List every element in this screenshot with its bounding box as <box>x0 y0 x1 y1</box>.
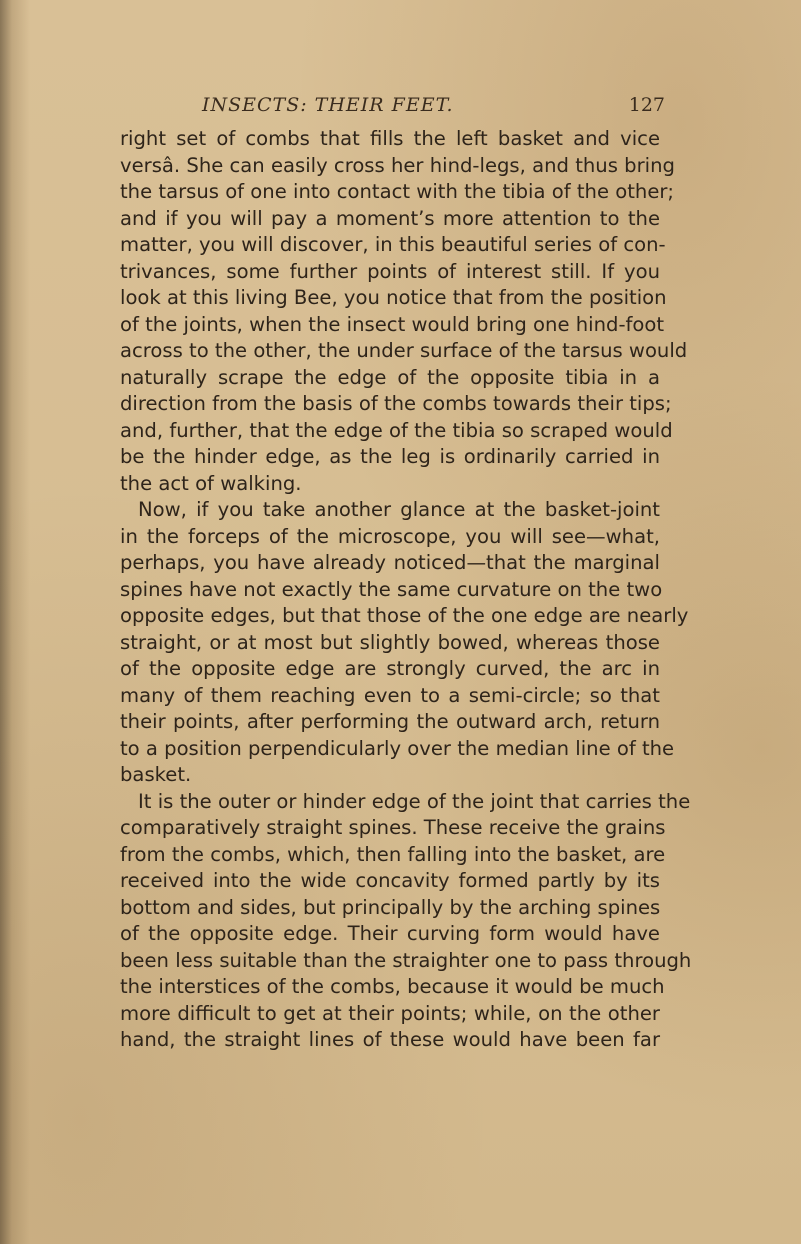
text-line: basket. <box>120 763 192 786</box>
text-line: matter, you will discover, in this beautiful series of con- <box>120 233 666 256</box>
text-line: hand, the straight lines of these would have been far <box>120 1028 660 1051</box>
text-line: from the combs, which, then falling into the basket, are <box>120 842 666 866</box>
text-line: the interstices of the combs, because it would be much <box>120 975 665 998</box>
text-line: the act of walking. <box>120 471 302 495</box>
text-line: naturally scrape the edge of the opposite tibia in a <box>120 365 660 389</box>
text-line: received into the wide concavity formed partly by its <box>120 869 660 892</box>
text-line: of the opposite edge are strongly curved, the arc in <box>120 657 660 680</box>
text-line: and if you will pay a moment’s more attention to the <box>120 206 660 230</box>
text-line: It is the outer or hinder edge of the joint that carries the <box>138 789 691 813</box>
text-line: the tarsus of one into contact with the tibia of the other; <box>120 180 675 203</box>
text-line: Now, if you take another glance at the basket-joint <box>138 498 660 521</box>
text-line: across to the other, the under surface of the tarsus would <box>120 339 688 362</box>
text-line: opposite edges, but that those of the one edge are nearly <box>120 604 689 627</box>
text-line: trivances, some further points of interest still. If you <box>120 259 660 283</box>
text-line: comparatively straight spines. These receive the grains <box>120 816 666 839</box>
text-line: straight, or at most but slightly bowed, whereas those <box>120 630 660 654</box>
text-line: of the joints, when the insect would bring one hind-foot <box>120 312 665 336</box>
text-line: versâ. She can easily cross her hind-legs, and thus bring <box>120 153 675 177</box>
text-line: their points, after performing the outward arch, return <box>120 710 660 733</box>
page-gutter-shadow <box>0 0 30 1244</box>
text-line: be the hinder edge, as the leg is ordinarily carried in <box>120 445 660 468</box>
text-line: to a position perpendicularly over the median line of the <box>120 736 675 760</box>
text-line: look at this living Bee, you notice that from the position <box>120 286 667 309</box>
text-line: been less suitable than the straighter one to pass through <box>120 948 692 972</box>
running-header <box>120 90 665 124</box>
text-line: in the forceps of the microscope, you will see—what, <box>120 524 660 548</box>
text-line: bottom and sides, but principally by the arching spines <box>120 895 661 919</box>
text-line: spines have not exactly the same curvature on the two <box>120 577 663 601</box>
page-number: 127 <box>628 94 665 116</box>
text-line: right set of combs that fills the left basket and vice <box>120 127 660 150</box>
running-title: INSECTS: THEIR FEET. <box>202 94 454 116</box>
text-line: many of them reaching even to a semi-circle; so that <box>120 683 660 707</box>
text-line: perhaps, you have already noticed—that the marginal <box>120 551 660 574</box>
text-line: and, further, that the edge of the tibia so scraped would <box>120 418 673 442</box>
text-line: direction from the basis of the combs towards their tips; <box>120 392 672 415</box>
text-line: of the opposite edge. Their curving form would have <box>120 922 660 945</box>
text-line: more difficult to get at their points; while, on the other <box>120 1001 660 1025</box>
body-text <box>120 126 692 1054</box>
